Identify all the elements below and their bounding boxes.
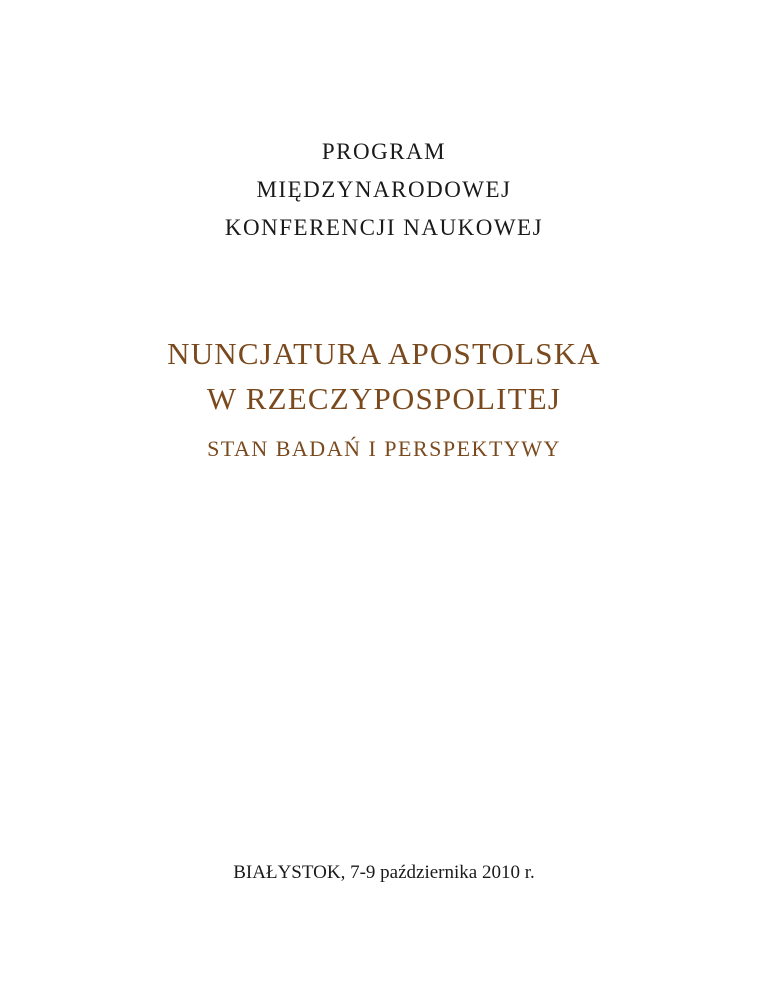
program-heading-line-1: PROGRAM [321, 139, 447, 164]
place-and-date: BIAŁYSTOK, 7-9 października 2010 r. [233, 862, 535, 883]
conference-title-line-1: NUNCJATURA APOSTOLSKA [167, 336, 601, 371]
program-heading-line-2: MIĘDZYNARODOWEJ [256, 177, 512, 202]
program-heading-line-3: KONFERENCJI NAUKOWEJ [224, 215, 544, 240]
conference-title-line-2: W RZECZYPOSPOLITEJ [206, 381, 562, 416]
conference-subtitle: STAN BADAŃ I PERSPEKTYWY [207, 436, 561, 461]
